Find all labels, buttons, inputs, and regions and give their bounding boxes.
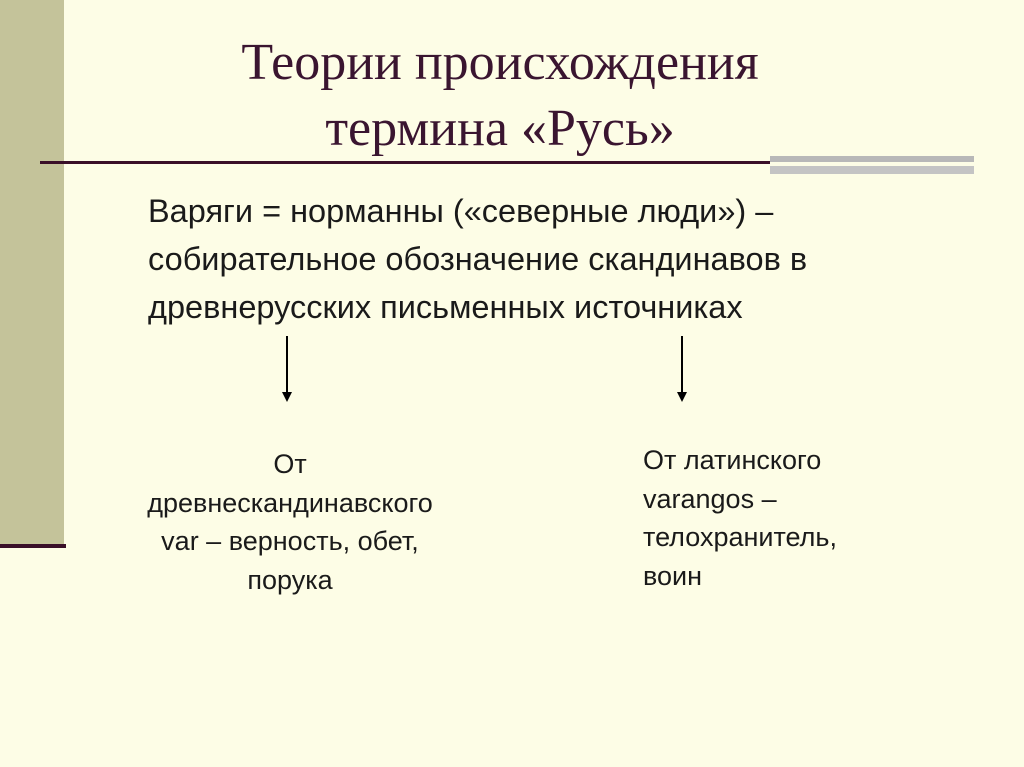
right-line-3: телохранитель, <box>643 522 837 552</box>
main-definition <box>148 187 988 331</box>
left-line-3: var – верность, обет, <box>161 526 419 556</box>
right-line-2: varangos – <box>643 483 777 514</box>
title-line-1: Теории происхождения <box>241 34 759 91</box>
left-arrow-down-icon <box>282 336 292 402</box>
main-line-2: собирательное обозначение скандинавов в <box>148 241 808 277</box>
left-line-1: От <box>273 449 307 479</box>
main-line-3: древнерусских письменных источниках <box>148 289 743 325</box>
title-underline-accent <box>770 156 974 178</box>
title-line-2: термина «Русь» <box>325 100 675 157</box>
left-bar-rule <box>0 544 66 548</box>
left-branch-text <box>90 445 490 599</box>
main-line-1: Варяги = норманны («северные люди») – <box>148 193 774 229</box>
slide-title <box>90 30 910 162</box>
right-arrow-down-icon <box>677 336 687 402</box>
left-line-4: порука <box>247 564 333 595</box>
left-decorative-bar <box>0 0 64 548</box>
right-line-4: воин <box>643 560 703 591</box>
title-underline <box>40 161 770 164</box>
right-line-1: От латинского <box>643 445 822 475</box>
left-line-2: древнескандинавского <box>147 487 433 518</box>
right-branch-text <box>643 441 963 595</box>
